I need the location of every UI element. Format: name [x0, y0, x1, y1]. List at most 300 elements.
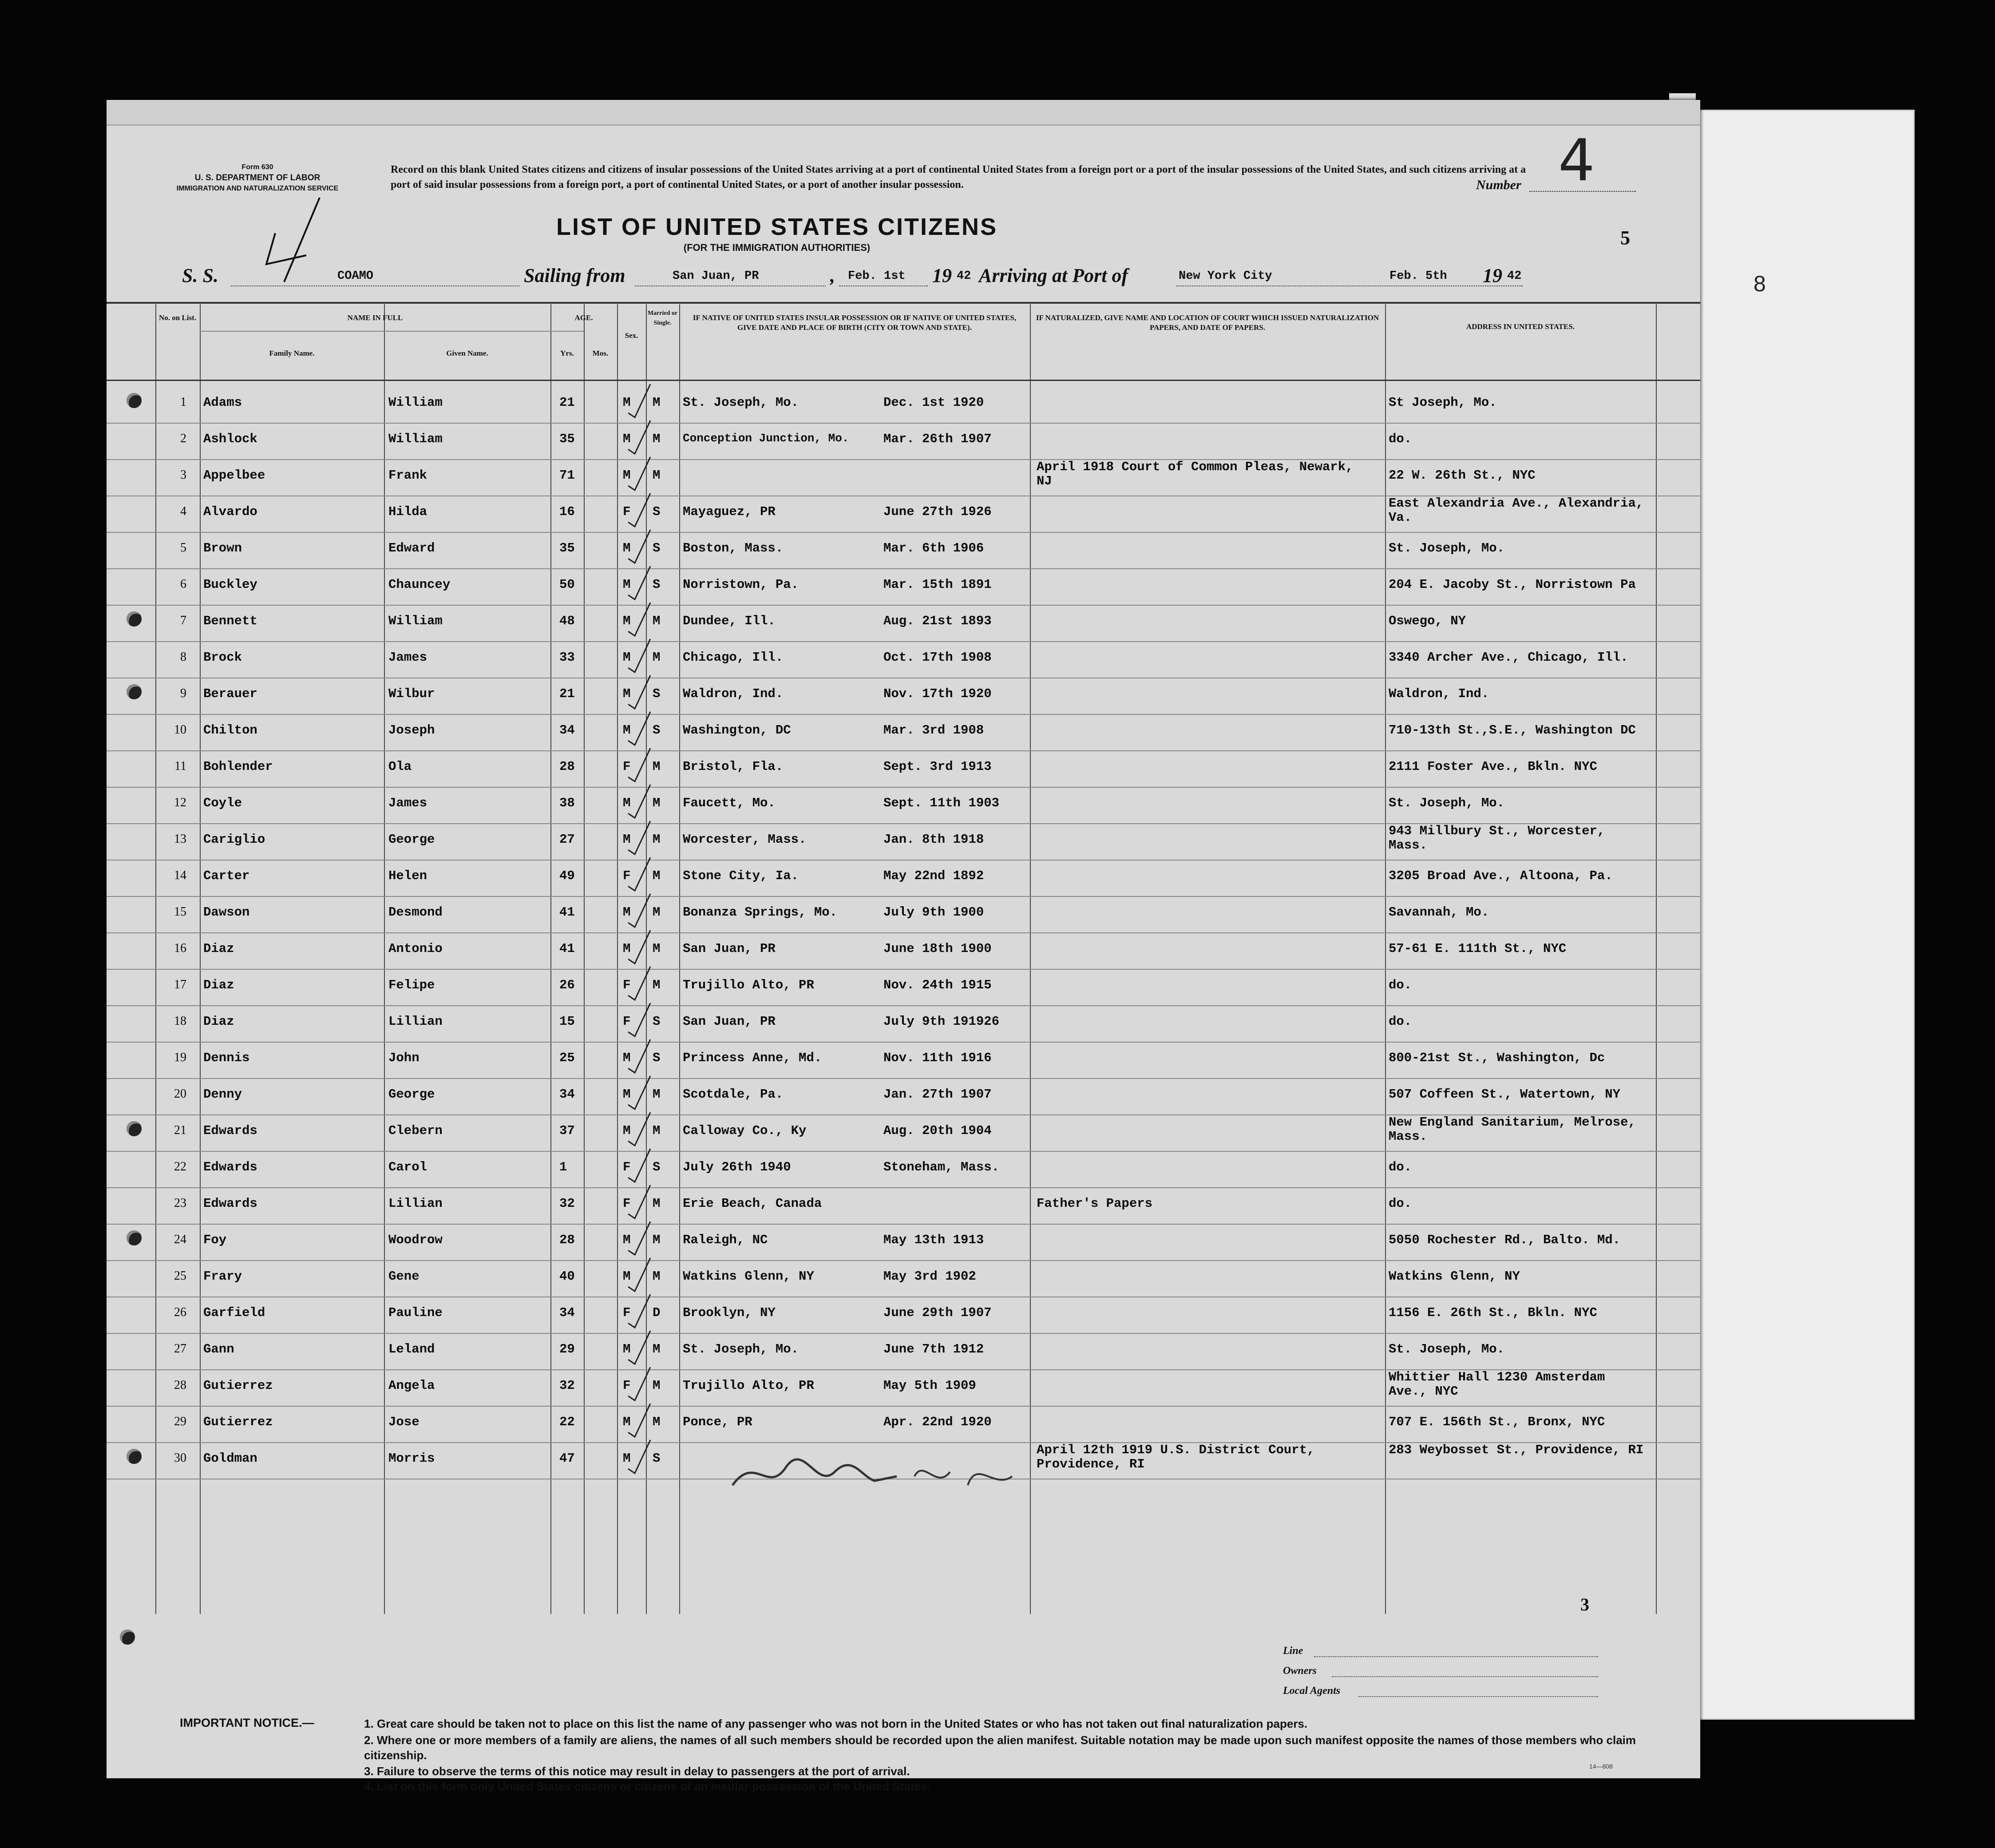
binding-hole — [127, 611, 142, 627]
tally-check-mark — [626, 1401, 653, 1439]
birth-date: Aug. 21st 1893 — [883, 614, 992, 628]
row-number: 10 — [174, 723, 186, 737]
page-title: LIST OF UNITED STATES CITIZENS — [556, 214, 998, 240]
birth-place: Mayaguez, PR — [683, 504, 776, 519]
birth-place: Watkins Glenn, NY — [683, 1269, 814, 1284]
birth-date: Mar. 26th 1907 — [883, 432, 992, 446]
sex: M — [623, 905, 631, 920]
address: do. — [1389, 978, 1412, 992]
family-name: Bohlender — [203, 759, 273, 774]
family-name: Frary — [203, 1269, 242, 1284]
row-number: 22 — [174, 1160, 186, 1174]
year-prefix: 19 — [932, 265, 952, 286]
given-name: William — [388, 432, 443, 446]
given-name: William — [388, 395, 443, 410]
header-sex: Sex. — [625, 331, 638, 340]
tally-check-mark — [626, 1001, 653, 1039]
notice-heading: IMPORTANT NOTICE.— — [180, 1716, 314, 1729]
owners-field — [1332, 1676, 1598, 1677]
sex: M — [623, 723, 631, 738]
birth-place: Boston, Mass. — [683, 541, 784, 555]
address: do. — [1389, 432, 1412, 446]
local-agents-field — [1358, 1696, 1598, 1697]
back-page-number: 8 — [1754, 271, 1766, 296]
tally-check-mark — [626, 964, 653, 1002]
birth-date: Nov. 24th 1915 — [883, 978, 992, 992]
birth-date: June 29th 1907 — [883, 1305, 992, 1320]
tally-check-mark — [626, 1146, 653, 1184]
sex: M — [623, 541, 631, 555]
row-number: 29 — [174, 1415, 186, 1428]
birth-place: Princess Anne, Md. — [683, 1051, 822, 1065]
sex: M — [623, 832, 631, 847]
birth-place: Trujillo Alto, PR — [683, 978, 814, 992]
tally-check-mark — [626, 382, 653, 420]
marital-status: S — [653, 1451, 661, 1466]
marital-status: S — [653, 1014, 661, 1029]
row-rule — [107, 896, 1700, 897]
sex: M — [623, 432, 631, 446]
address: 1156 E. 26th St., Bkln. NYC — [1389, 1305, 1597, 1320]
age-years: 50 — [559, 577, 575, 592]
row-number: 26 — [174, 1305, 186, 1319]
arriving-label: Arriving at Port of — [979, 265, 1128, 286]
sex: M — [623, 1087, 631, 1102]
tally-check-mark — [626, 710, 653, 747]
given-name: Ola — [388, 759, 412, 774]
age-years: 22 — [559, 1415, 575, 1429]
marital-status: M — [653, 1123, 661, 1138]
binding-hole — [127, 393, 142, 408]
tally-check-mark — [626, 782, 653, 820]
row-number: 18 — [174, 1014, 186, 1028]
sex: M — [623, 650, 631, 665]
address: 3205 Broad Ave., Altoona, Pa. — [1389, 868, 1613, 883]
birth-date: Oct. 17th 1908 — [883, 650, 992, 665]
age-years: 35 — [559, 541, 575, 555]
column-rule — [1030, 304, 1031, 1614]
row-number: 7 — [180, 614, 186, 627]
service-name: IMMIGRATION AND NATURALIZATION SERVICE — [176, 185, 339, 192]
marital-status: S — [653, 1160, 661, 1174]
tally-check-mark — [626, 746, 653, 784]
age-years: 28 — [559, 759, 575, 774]
birth-date: June 18th 1900 — [883, 941, 992, 956]
birth-date: Mar. 6th 1906 — [883, 541, 984, 555]
binding-hole — [127, 1449, 142, 1464]
address: New England Sanitarium, Melrose, Mass. — [1389, 1115, 1636, 1144]
marital-status: S — [653, 504, 661, 519]
tally-check-mark — [626, 855, 653, 893]
birth-place: St. Joseph, Mo. — [683, 395, 799, 410]
birth-date: May 22nd 1892 — [883, 868, 984, 883]
given-name: Lillian — [388, 1196, 443, 1211]
sailing-date: Feb. 1st — [848, 270, 906, 283]
department-name: U. S. DEPARTMENT OF LABOR — [194, 173, 321, 182]
birth-date: Aug. 20th 1904 — [883, 1123, 992, 1138]
sex: M — [623, 686, 631, 701]
local-agents-label: Local Agents — [1283, 1685, 1341, 1697]
given-name: Carol — [388, 1160, 428, 1174]
row-number: 11 — [174, 759, 186, 773]
marital-status: S — [653, 723, 661, 738]
marital-status: M — [653, 1342, 661, 1356]
birth-place: Erie Beach, Canada — [683, 1196, 822, 1211]
family-name: Gutierrez — [203, 1378, 273, 1393]
tally-check-mark — [626, 418, 653, 456]
given-name: Joseph — [388, 723, 435, 738]
family-name: Diaz — [203, 978, 234, 992]
marital-status: M — [653, 432, 661, 446]
footer — [107, 1616, 1700, 1793]
sex: M — [623, 1451, 631, 1466]
given-name: George — [388, 1087, 435, 1102]
family-name: Coyle — [203, 796, 242, 810]
row-rule — [107, 787, 1700, 788]
family-name: Ashlock — [203, 432, 257, 446]
given-name: Edward — [388, 541, 435, 555]
birth-place: Bristol, Fla. — [683, 759, 784, 774]
row-rule — [107, 1187, 1700, 1188]
address: 707 E. 156th St., Bronx, NYC — [1389, 1415, 1605, 1429]
birth-place: Conception Junction, Mo. — [683, 432, 849, 445]
given-name: Hilda — [388, 504, 428, 519]
row-rule — [107, 1260, 1700, 1261]
manifest-page — [107, 100, 1700, 1793]
tally-check-mark — [626, 1110, 653, 1148]
age-years: 71 — [559, 468, 575, 483]
ship-name: COAMO — [337, 270, 374, 283]
sailing-year: 42 — [957, 270, 971, 283]
family-name: Diaz — [203, 941, 234, 956]
row-number: 1 — [180, 395, 186, 409]
age-years: 1 — [559, 1160, 567, 1174]
row-rule — [107, 1406, 1700, 1407]
address: 204 E. Jacoby St., Norristown Pa — [1389, 577, 1636, 592]
given-name: John — [388, 1051, 420, 1065]
birth-date: June 7th 1912 — [883, 1342, 984, 1356]
row-number: 27 — [174, 1342, 186, 1356]
given-name: James — [388, 796, 428, 810]
table-top-rule — [107, 302, 1700, 304]
address: do. — [1389, 1160, 1412, 1174]
binding-hole — [127, 1121, 142, 1136]
given-name: Desmond — [388, 905, 443, 920]
notice-4: 4. List on this form only United States citizens or citizens of an insular possession of the United States. — [364, 1780, 930, 1793]
birth-date: Jan. 27th 1907 — [883, 1087, 992, 1102]
voyage-line: S. S. COAMO Sailing from San Juan, PR , Feb. 1st 19 42 Arriving at Port of New York City Feb. 5th 19 42 — [182, 264, 1629, 291]
age-years: 32 — [559, 1378, 575, 1393]
sex: F — [623, 1305, 631, 1320]
given-name: Jose — [388, 1415, 420, 1429]
birth-date: Stoneham, Mass. — [883, 1160, 1000, 1174]
binding-hole — [120, 1630, 135, 1645]
family-name: Alvardo — [203, 504, 257, 519]
row-number: 25 — [174, 1269, 186, 1283]
birth-date: Sept. 11th 1903 — [883, 796, 1000, 810]
page-number: 5 — [1620, 227, 1630, 249]
birth-place: St. Joseph, Mo. — [683, 1342, 799, 1356]
age-years: 21 — [559, 686, 575, 701]
address: 3340 Archer Ave., Chicago, Ill. — [1389, 650, 1628, 665]
birth-date: Dec. 1st 1920 — [883, 395, 984, 410]
family-name: Bennett — [203, 614, 257, 628]
tally-check-mark — [626, 819, 653, 857]
birth-date: May 13th 1913 — [883, 1233, 984, 1247]
address: 5050 Rochester Rd., Balto. Md. — [1389, 1233, 1621, 1247]
given-name: Angela — [388, 1378, 435, 1393]
birth-place: Worcester, Mass. — [683, 832, 807, 847]
row-rule — [107, 568, 1700, 569]
row-rule — [107, 1078, 1700, 1079]
sex: F — [623, 1160, 631, 1174]
header-months: Mos. — [592, 349, 609, 357]
address: Whittier Hall 1230 Amsterdam Ave., NYC — [1389, 1370, 1605, 1399]
header-bottom-rule — [107, 380, 1700, 381]
address: 22 W. 26th St., NYC — [1389, 468, 1536, 483]
family-name: Cariglio — [203, 832, 265, 847]
marital-status: D — [653, 1305, 661, 1320]
header-family-name: Family Name. — [269, 349, 315, 357]
tally-check-mark — [626, 1438, 653, 1475]
age-years: 47 — [559, 1451, 575, 1466]
birth-place: Ponce, PR — [683, 1415, 752, 1429]
age-years: 26 — [559, 978, 575, 992]
arrival-port: New York City — [1179, 270, 1272, 283]
given-name: William — [388, 614, 443, 628]
address: Waldron, Ind. — [1389, 686, 1489, 701]
sex: F — [623, 868, 631, 883]
birth-date: Sept. 3rd 1913 — [883, 759, 992, 774]
family-name: Chilton — [203, 723, 257, 738]
sheet-number: 3 — [1580, 1594, 1589, 1614]
header-years: Yrs. — [560, 349, 574, 357]
marital-status: S — [653, 577, 661, 592]
tally-check-mark — [626, 1219, 653, 1257]
row-number: 14 — [174, 868, 186, 882]
ss-label: S. S. — [182, 265, 218, 286]
row-number: 30 — [174, 1451, 186, 1465]
tally-check-mark — [626, 564, 653, 602]
tally-check-mark — [626, 1328, 653, 1366]
marital-status: M — [653, 1196, 661, 1211]
row-rule — [107, 1005, 1700, 1006]
row-number: 12 — [174, 796, 186, 809]
address: St. Joseph, Mo. — [1389, 1342, 1505, 1356]
family-name: Berauer — [203, 686, 257, 701]
marital-status: M — [653, 1087, 661, 1102]
sex: M — [623, 1415, 631, 1429]
given-name: James — [388, 650, 428, 665]
row-number: 9 — [180, 686, 186, 700]
sex: M — [623, 614, 631, 628]
row-number: 28 — [174, 1378, 186, 1392]
sex: F — [623, 978, 631, 992]
tally-check-mark — [626, 600, 653, 638]
birth-place: Raleigh, NC — [683, 1233, 768, 1247]
row-rule — [107, 1333, 1700, 1334]
row-number: 16 — [174, 941, 186, 955]
given-name: Gene — [388, 1269, 420, 1284]
row-rule — [107, 1151, 1700, 1152]
address: 283 Weybosset St., Providence, RI — [1389, 1443, 1644, 1457]
tally-check-mark — [626, 1365, 653, 1403]
tally-check-mark — [626, 1074, 653, 1111]
notice-1: 1. Great care should be taken not to place on this list the name of any passenger who was not born in the United States or who has not taken out final naturalization papers. — [364, 1717, 1308, 1730]
row-rule — [107, 860, 1700, 861]
address: St. Joseph, Mo. — [1389, 796, 1505, 810]
sex: F — [623, 1014, 631, 1029]
sex: M — [623, 577, 631, 592]
marital-status: M — [653, 978, 661, 992]
family-name: Garfield — [203, 1305, 265, 1320]
row-rule — [107, 750, 1700, 751]
tally-check-mark — [626, 892, 653, 929]
header-name-in-full: NAME IN FULL — [347, 313, 403, 322]
passenger-table — [107, 304, 1700, 1614]
tally-check-mark — [626, 1292, 653, 1330]
family-name: Buckley — [203, 577, 257, 592]
birth-date: Jan. 8th 1918 — [883, 832, 984, 847]
family-name: Edwards — [203, 1160, 257, 1174]
tally-check-mark — [626, 491, 653, 529]
age-years: 37 — [559, 1123, 575, 1138]
age-years: 28 — [559, 1233, 575, 1247]
marital-status: M — [653, 941, 661, 956]
address: 943 Millbury St., Worcester, Mass. — [1389, 824, 1605, 853]
sex: M — [623, 1233, 631, 1247]
age-years: 29 — [559, 1342, 575, 1356]
given-name: Pauline — [388, 1305, 443, 1320]
family-name: Brown — [203, 541, 242, 555]
birth-date: May 5th 1909 — [883, 1378, 976, 1393]
birth-date: June 27th 1926 — [883, 504, 992, 519]
address: Oswego, NY — [1389, 614, 1466, 628]
column-rule — [384, 304, 385, 1614]
row-number: 8 — [180, 650, 186, 664]
given-name: Clebern — [388, 1123, 443, 1138]
row-number: 4 — [180, 504, 186, 518]
given-name: Helen — [388, 868, 428, 883]
birth-place: Scotdale, Pa. — [683, 1087, 784, 1102]
address: Watkins Glenn, NY — [1389, 1269, 1520, 1284]
page-top-edge — [107, 100, 1700, 126]
age-years: 16 — [559, 504, 575, 519]
row-number: 19 — [174, 1051, 186, 1064]
row-number: 2 — [180, 432, 186, 445]
family-name: Goldman — [203, 1451, 257, 1466]
address: 57-61 E. 111th St., NYC — [1389, 941, 1567, 956]
line-field — [1314, 1656, 1598, 1657]
header-address: ADDRESS IN UNITED STATES. — [1466, 322, 1575, 331]
tally-check-mark — [626, 1037, 653, 1075]
address: do. — [1389, 1196, 1412, 1211]
line-label: Line — [1283, 1645, 1303, 1657]
marital-status: M — [653, 395, 661, 410]
family-name: Foy — [203, 1233, 227, 1247]
birth-place: Bonanza Springs, Mo. — [683, 905, 838, 920]
tally-check-mark — [626, 527, 653, 565]
birth-date: Nov. 11th 1916 — [883, 1051, 992, 1065]
marital-status: S — [653, 541, 661, 555]
row-rule — [107, 459, 1700, 460]
birth-date: July 9th 191926 — [883, 1014, 1000, 1029]
birth-date: Nov. 17th 1920 — [883, 686, 992, 701]
marital-status: M — [653, 1233, 661, 1247]
age-years: 34 — [559, 1305, 575, 1320]
age-years: 40 — [559, 1269, 575, 1284]
given-name: Felipe — [388, 978, 435, 992]
row-number: 6 — [180, 577, 186, 591]
sex: M — [623, 1269, 631, 1284]
address: St Joseph, Mo. — [1389, 395, 1497, 410]
tally-check-mark — [626, 455, 653, 492]
page-subtitle: (FOR THE IMMIGRATION AUTHORITIES) — [683, 242, 871, 253]
age-years: 25 — [559, 1051, 575, 1065]
age-years: 27 — [559, 832, 575, 847]
address: St. Joseph, Mo. — [1389, 541, 1505, 555]
given-name: Antonio — [388, 941, 443, 956]
address: 710-13th St.,S.E., Washington DC — [1389, 723, 1636, 738]
birth-date: May 3rd 1902 — [883, 1269, 976, 1284]
tally-check-mark — [626, 1183, 653, 1221]
sex: M — [623, 796, 631, 810]
number-label: Number — [1476, 178, 1521, 192]
tally-check-mark — [626, 928, 653, 966]
given-name: Wilbur — [388, 686, 435, 701]
given-name: Leland — [388, 1342, 435, 1356]
row-rule — [107, 932, 1700, 933]
birth-date: July 9th 1900 — [883, 905, 984, 920]
address: 2111 Foster Ave., Bkln. NYC — [1389, 759, 1597, 774]
sex: F — [623, 759, 631, 774]
family-name: Carter — [203, 868, 250, 883]
birth-date: Mar. 15th 1891 — [883, 577, 992, 592]
birth-place: San Juan, PR — [683, 941, 776, 956]
binding-hole — [127, 684, 142, 699]
family-name: Adams — [203, 395, 242, 410]
birth-place: Stone City, Ia. — [683, 868, 799, 883]
birth-place: Faucett, Mo. — [683, 796, 776, 810]
row-rule — [107, 423, 1700, 424]
family-name: Edwards — [203, 1123, 257, 1138]
given-name: Lillian — [388, 1014, 443, 1029]
address: do. — [1389, 1014, 1412, 1029]
row-rule — [107, 532, 1700, 533]
row-number: 23 — [174, 1196, 186, 1210]
row-rule — [107, 641, 1700, 642]
given-name: Chauncey — [388, 577, 451, 592]
family-name: Gann — [203, 1342, 234, 1356]
family-name: Gutierrez — [203, 1415, 273, 1429]
form-reference: 14—808 — [1589, 1763, 1613, 1770]
family-name: Appelbee — [203, 468, 265, 483]
marital-status: M — [653, 1415, 661, 1429]
family-name: Dawson — [203, 905, 250, 920]
age-years: 48 — [559, 614, 575, 628]
sailing-label: Sailing from — [524, 265, 625, 286]
naturalization-info: April 12th 1919 U.S. District Court, Providence, RI — [1037, 1443, 1315, 1471]
naturalization-info: Father's Papers — [1037, 1196, 1153, 1211]
age-years: 41 — [559, 905, 575, 920]
handwritten-signature — [728, 1450, 1048, 1499]
birth-place: July 26th 1940 — [683, 1160, 791, 1174]
back-sheet — [1682, 111, 1913, 1718]
marital-status: M — [653, 650, 661, 665]
sex: M — [623, 395, 631, 410]
age-years: 33 — [559, 650, 575, 665]
age-years: 15 — [559, 1014, 575, 1029]
